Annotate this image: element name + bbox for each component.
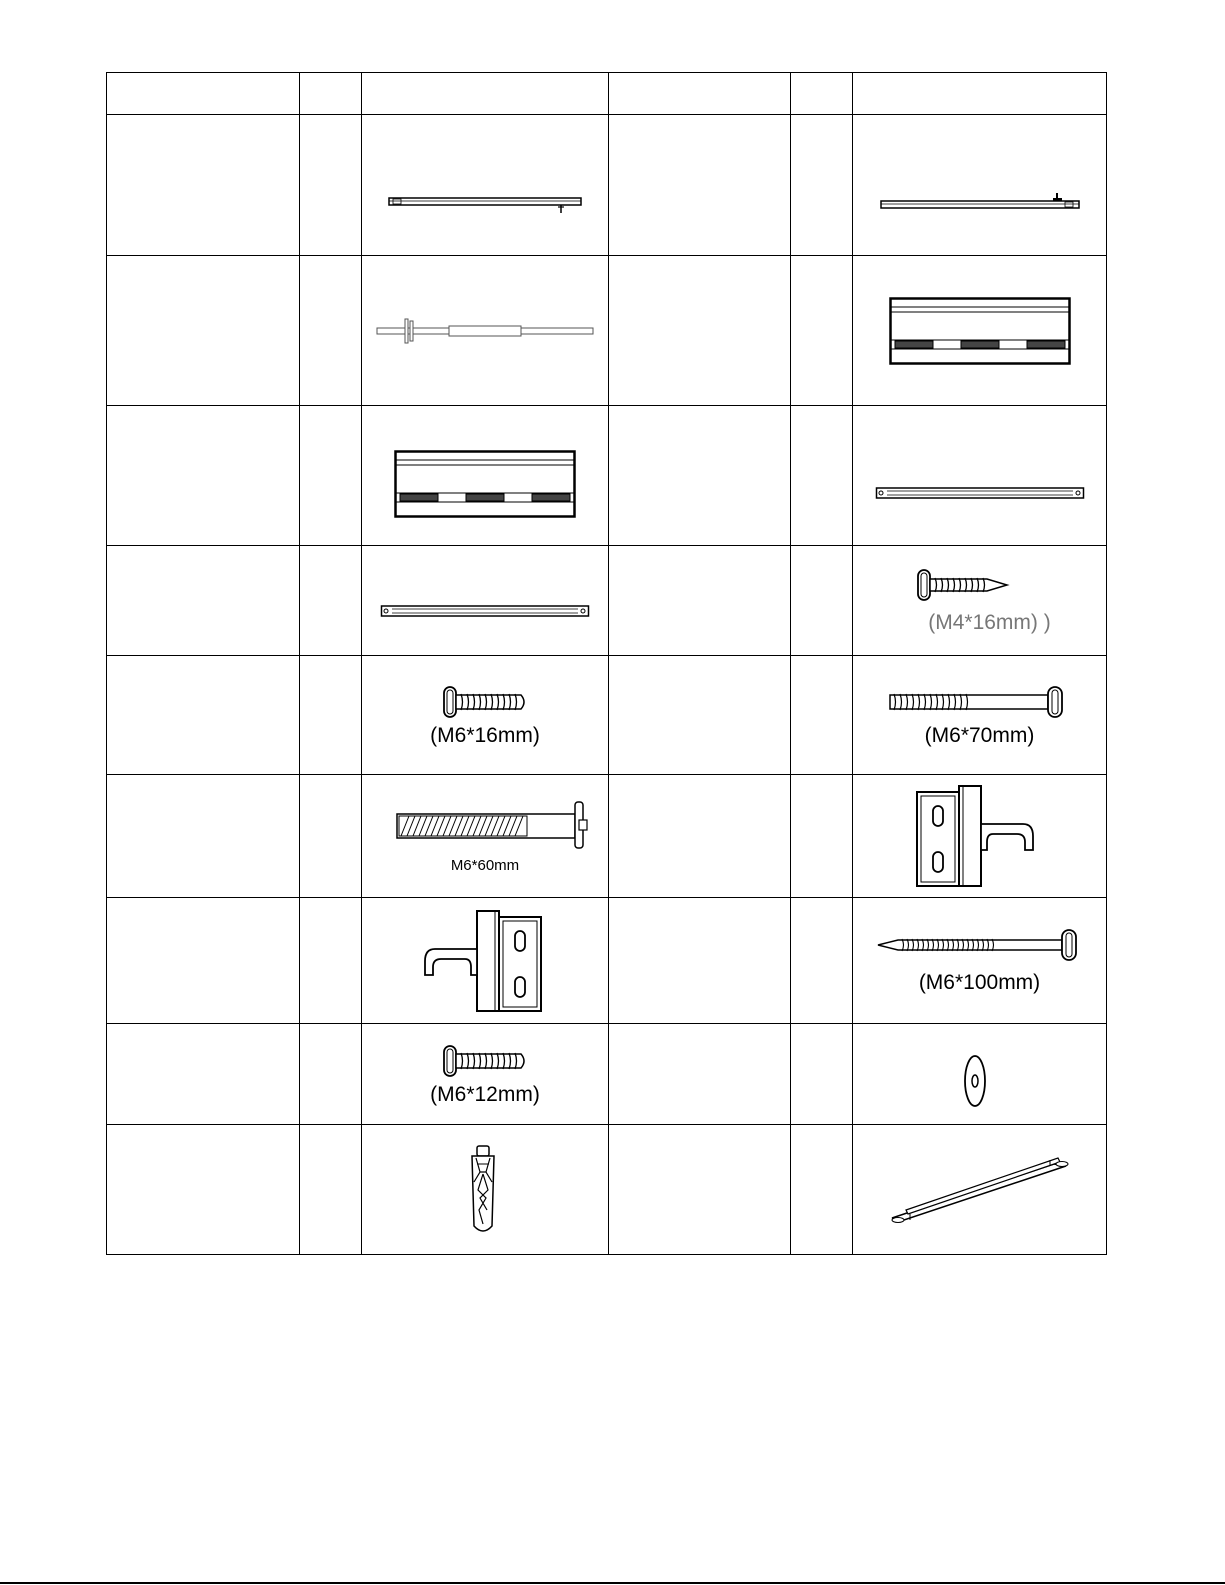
tie-rod-icon xyxy=(375,316,595,346)
header-cell xyxy=(107,73,300,115)
part-image xyxy=(853,546,1107,656)
long-bolt-icon xyxy=(888,685,1072,719)
part-qty xyxy=(300,256,362,406)
diagonal-rail-icon xyxy=(890,1154,1070,1226)
table-row xyxy=(107,1024,1107,1125)
part-qty xyxy=(791,256,853,406)
part-name xyxy=(609,1024,791,1125)
part-image xyxy=(362,1024,609,1125)
drawer-runner-block-icon xyxy=(889,297,1071,365)
part-qty xyxy=(300,546,362,656)
part-qty xyxy=(791,775,853,898)
part-image xyxy=(853,898,1107,1024)
part-name xyxy=(107,406,300,546)
header-cell xyxy=(362,73,609,115)
long-screw-icon xyxy=(876,928,1084,962)
part-spec: (M6*16mm) xyxy=(430,723,540,747)
part-image xyxy=(853,115,1107,256)
part-name xyxy=(107,546,300,656)
part-qty xyxy=(300,1125,362,1255)
part-spec: (M6*70mm) xyxy=(924,723,1035,747)
part-qty xyxy=(791,1125,853,1255)
table-row xyxy=(107,656,1107,775)
parts-table xyxy=(106,72,1107,1255)
part-image xyxy=(362,115,609,256)
part-qty xyxy=(791,115,853,256)
part-name xyxy=(609,546,791,656)
part-image xyxy=(362,1125,609,1255)
bolt-icon xyxy=(441,1044,529,1078)
part-image xyxy=(362,256,609,406)
part-name xyxy=(609,656,791,775)
page-bottom-rule xyxy=(0,1582,1225,1584)
part-qty xyxy=(300,406,362,546)
part-name xyxy=(107,775,300,898)
flat-bar-icon xyxy=(875,486,1085,500)
bolt-icon xyxy=(441,685,529,719)
table-row xyxy=(107,546,1107,656)
wood-screw-icon xyxy=(915,568,1015,602)
part-image xyxy=(853,1024,1107,1125)
part-name xyxy=(609,898,791,1024)
rail-with-bolt-icon xyxy=(879,191,1081,213)
part-image xyxy=(853,656,1107,775)
header-cell xyxy=(609,73,791,115)
part-image xyxy=(362,546,609,656)
part-image xyxy=(362,775,609,898)
part-name xyxy=(609,775,791,898)
part-name xyxy=(609,1125,791,1255)
part-qty xyxy=(791,406,853,546)
header-cell xyxy=(300,73,362,115)
part-image xyxy=(853,1125,1107,1255)
part-spec: M6*60mm xyxy=(450,856,520,874)
wall-plug-icon xyxy=(466,1144,500,1236)
table-row xyxy=(107,898,1107,1024)
part-name xyxy=(107,1125,300,1255)
table-row xyxy=(107,1125,1107,1255)
part-qty xyxy=(791,546,853,656)
header-cell xyxy=(853,73,1107,115)
threaded-dowel-icon xyxy=(395,800,595,850)
part-name xyxy=(107,898,300,1024)
table-row xyxy=(107,115,1107,256)
part-name xyxy=(609,406,791,546)
part-qty xyxy=(791,1024,853,1125)
part-name xyxy=(609,256,791,406)
hook-bracket-icon xyxy=(417,909,547,1013)
drawer-runner-block-icon xyxy=(394,450,576,518)
part-spec: (M4*16mm) ) xyxy=(928,611,1051,634)
table-header-row xyxy=(107,73,1107,115)
part-qty xyxy=(791,656,853,775)
hook-bracket-icon xyxy=(911,784,1041,888)
part-image xyxy=(362,656,609,775)
table-row xyxy=(107,256,1107,406)
table-row xyxy=(107,406,1107,546)
part-qty xyxy=(791,898,853,1024)
part-image xyxy=(853,775,1107,898)
rail-with-pin-icon xyxy=(387,194,583,214)
part-name xyxy=(107,115,300,256)
flat-bar-icon xyxy=(380,604,590,618)
part-image xyxy=(362,898,609,1024)
part-spec: (M6*12mm) xyxy=(430,1082,540,1106)
part-name xyxy=(107,1024,300,1125)
header-cell xyxy=(791,73,853,115)
part-image xyxy=(853,406,1107,546)
part-qty xyxy=(300,115,362,256)
part-qty xyxy=(300,1024,362,1125)
part-name xyxy=(609,115,791,256)
part-name xyxy=(107,656,300,775)
part-spec: (M6*100mm) xyxy=(918,971,1041,994)
part-qty xyxy=(300,898,362,1024)
part-name xyxy=(107,256,300,406)
part-qty xyxy=(300,656,362,775)
table-row xyxy=(107,775,1107,898)
part-image xyxy=(853,256,1107,406)
part-image xyxy=(362,406,609,546)
part-qty xyxy=(300,775,362,898)
washer-icon xyxy=(963,1054,987,1108)
